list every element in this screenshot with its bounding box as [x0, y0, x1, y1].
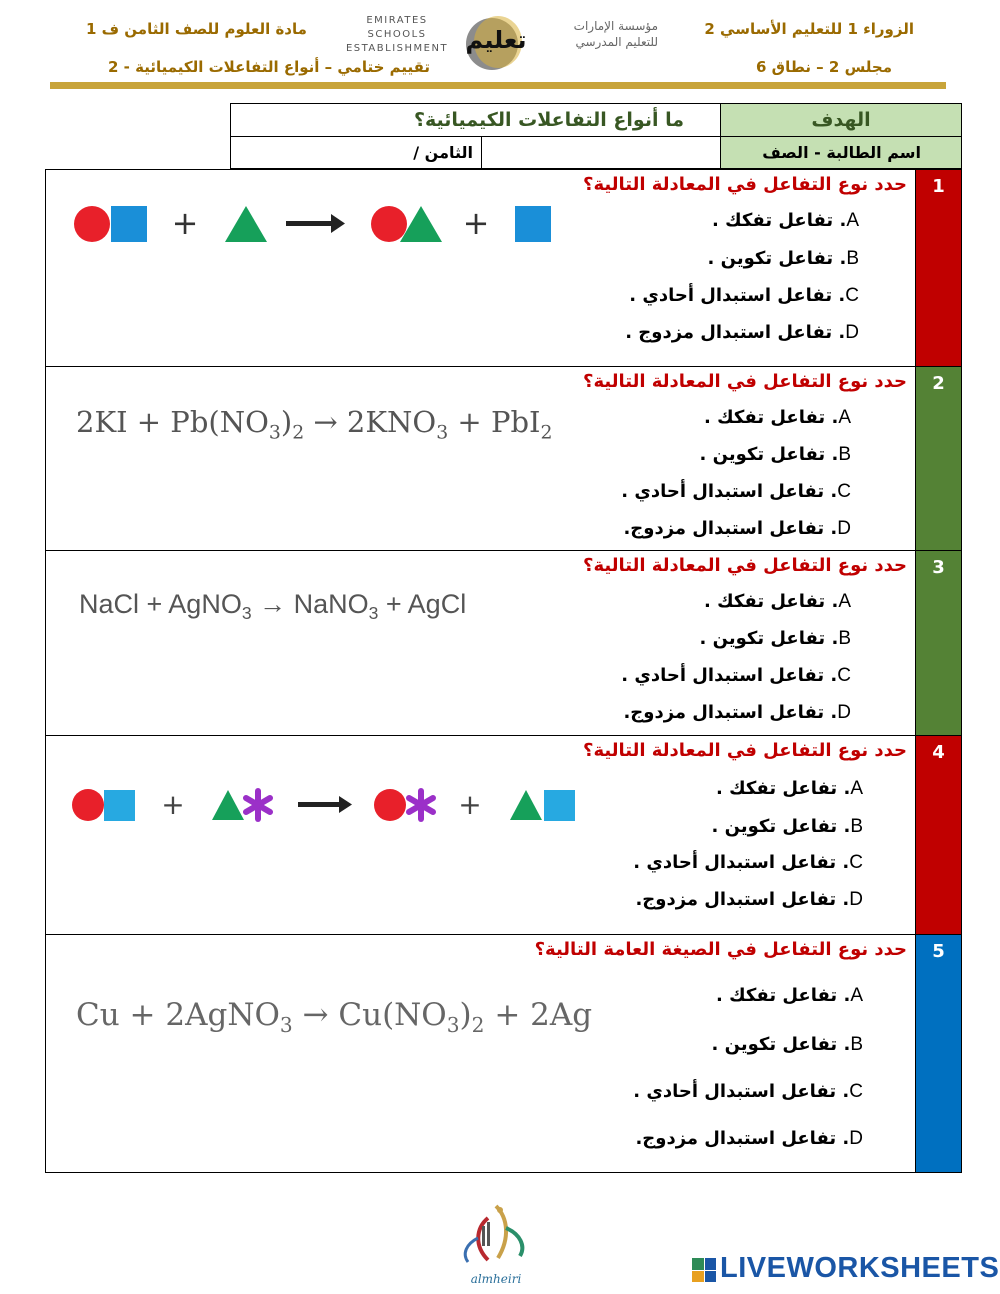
taleem-logo	[462, 12, 526, 72]
moe-line1: مؤسسة الإمارات	[573, 19, 658, 33]
option-letter: D	[837, 518, 851, 539]
goal-table	[230, 103, 962, 169]
eq-part: Cu + 2AgNO	[76, 997, 280, 1033]
option-d[interactable]: D. تفاعل استبدال مزدوج.	[635, 889, 863, 910]
question-prompt: حدد نوع التفاعل في المعادلة التالية؟	[583, 555, 907, 576]
option-b[interactable]: B. تفاعل تكوين .	[699, 628, 851, 649]
option-a[interactable]: A. تفاعل تفكك .	[704, 407, 851, 428]
student-label-cell	[720, 136, 962, 169]
option-text: تفاعل تفكك .	[704, 407, 826, 428]
option-text: تفاعل استبدال أحادي .	[629, 285, 833, 306]
ese-line1: EMIRATES SCHOOLS	[366, 15, 428, 40]
option-b[interactable]: B. تفاعل تكوين .	[711, 816, 863, 837]
green-triangle-shape	[510, 790, 542, 820]
option-text: تفاعل استبدال مزدوج.	[623, 702, 825, 723]
council-name: مجلس 2 – نطاق 6	[756, 58, 892, 76]
eq-part: → 2KNO	[304, 405, 437, 439]
option-letter: A	[838, 407, 851, 428]
option-d[interactable]: D. تفاعل استبدال مزدوج.	[623, 518, 851, 539]
red-circle-shape	[72, 789, 104, 821]
option-letter: A	[850, 778, 863, 799]
green-triangle-shape	[212, 790, 244, 820]
option-text: تفاعل استبدال أحادي .	[633, 852, 837, 873]
question-4	[45, 735, 962, 935]
moe-logo	[548, 18, 658, 50]
option-letter: D	[849, 1128, 863, 1149]
option-c[interactable]: C. تفاعل استبدال أحادي .	[621, 481, 851, 502]
option-text: تفاعل تفكك .	[716, 778, 838, 799]
option-letter: B	[850, 1034, 863, 1055]
option-text: تفاعل تكوين .	[707, 248, 834, 269]
blue-square-shape	[515, 206, 551, 242]
eq-subscript: 3	[268, 422, 281, 444]
shape-equation	[70, 786, 580, 826]
option-text: تفاعل استبدال أحادي .	[621, 481, 825, 502]
option-a[interactable]: A. تفاعل تفكك .	[716, 778, 863, 799]
option-text: تفاعل تكوين .	[711, 1034, 838, 1055]
question-prompt: حدد نوع التفاعل في المعادلة التالية؟	[583, 371, 907, 392]
question-prompt: حدد نوع التفاعل في المعادلة التالية؟	[583, 174, 907, 195]
option-letter: B	[850, 816, 863, 837]
chemical-equation	[76, 405, 552, 444]
question-number: 1	[915, 170, 961, 366]
option-text: تفاعل استبدال مزدوج.	[623, 518, 825, 539]
eq-part: NaCl + AgNO	[79, 589, 242, 619]
option-c[interactable]: C. تفاعل استبدال أحادي .	[629, 285, 859, 306]
question-1	[45, 169, 962, 367]
question-5	[45, 934, 962, 1173]
ese-logo	[338, 14, 456, 56]
eq-subscript: 3	[368, 603, 379, 624]
question-prompt: حدد نوع التفاعل في الصيغة العامة التالية؟	[534, 939, 907, 960]
cyan-square-shape	[104, 790, 135, 821]
goal-label: الهدف	[811, 109, 871, 131]
arrow-head	[331, 214, 345, 233]
eq-part: → NaNO	[251, 589, 369, 619]
option-d[interactable]: D. تفاعل استبدال مزدوج .	[625, 322, 859, 343]
plus-sign: +	[458, 788, 482, 821]
plus-sign: +	[171, 204, 199, 242]
assessment-title: تقييم ختامي – أنواع التفاعلات الكيميائية - 2	[108, 58, 431, 76]
eq-part: + PbI	[448, 405, 541, 439]
option-letter: C	[849, 852, 863, 873]
cyan-square-shape	[544, 790, 575, 821]
option-letter: A	[838, 591, 851, 612]
option-a[interactable]: A. تفاعل تفكك .	[712, 210, 859, 231]
eq-subscript: 2	[471, 1013, 485, 1038]
option-letter: C	[837, 665, 851, 686]
class-cell	[230, 136, 482, 169]
red-circle-shape	[374, 789, 406, 821]
red-circle-shape	[371, 206, 407, 242]
option-b[interactable]: B. تفاعل تكوين .	[699, 444, 851, 465]
option-text: تفاعل تكوين .	[699, 628, 826, 649]
student-label: اسم الطالبة - الصف	[762, 143, 921, 162]
ese-line2: ESTABLISHMENT	[345, 43, 449, 54]
eq-part: )	[280, 405, 293, 439]
eq-part: 2KI + Pb(NO	[76, 405, 269, 439]
option-letter: D	[849, 889, 863, 910]
plus-sign: +	[462, 204, 490, 242]
eq-subscript: 3	[279, 1013, 293, 1038]
purple-star-shape	[409, 791, 433, 819]
header-rule	[50, 82, 946, 89]
option-d[interactable]: D. تفاعل استبدال مزدوج.	[623, 702, 851, 723]
eq-subscript: 3	[241, 603, 252, 624]
option-a[interactable]: A. تفاعل تفكك .	[704, 591, 851, 612]
goal-value: ما أنواع التفاعلات الكيميائية؟	[413, 109, 684, 131]
option-d[interactable]: D. تفاعل استبدال مزدوج.	[635, 1128, 863, 1149]
eq-subscript: 2	[540, 422, 553, 444]
option-text: تفاعل تفكك .	[704, 591, 826, 612]
option-b[interactable]: B. تفاعل تكوين .	[707, 248, 859, 269]
eq-subscript: 3	[446, 1013, 460, 1038]
eq-subscript: 2	[292, 422, 305, 444]
goal-value-cell	[230, 103, 721, 137]
goal-label-cell	[720, 103, 962, 137]
name-input-cell[interactable]	[481, 136, 721, 169]
option-letter: C	[837, 481, 851, 502]
arrow-head	[339, 796, 352, 813]
green-triangle-shape	[225, 206, 267, 242]
question-number: 4	[915, 736, 961, 934]
question-number: 2	[915, 367, 961, 550]
option-text: تفاعل استبدال مزدوج .	[625, 322, 833, 343]
question-3	[45, 550, 962, 736]
eq-part: + AgCl	[378, 589, 467, 619]
chemical-equation	[76, 997, 592, 1037]
option-letter: C	[845, 285, 859, 306]
option-letter: A	[846, 210, 859, 231]
option-letter: D	[845, 322, 859, 343]
school-name: الزوراء 1 للتعليم الأساسي 2	[704, 20, 914, 38]
plus-sign: +	[161, 788, 185, 821]
taleem-word: تعليم	[465, 26, 526, 54]
option-text: تفاعل استبدال أحادي .	[621, 665, 825, 686]
option-b[interactable]: B. تفاعل تكوين .	[711, 1034, 863, 1055]
arrow-shaft	[298, 802, 342, 807]
arrow-shaft	[286, 221, 334, 226]
blue-square-shape	[111, 206, 147, 242]
option-letter: D	[837, 702, 851, 723]
option-text: تفاعل استبدال مزدوج.	[635, 889, 837, 910]
liveworksheets-logo-text[interactable]: LIVEWORKSHEETS	[720, 1252, 1000, 1284]
question-2	[45, 366, 962, 551]
option-c[interactable]: C. تفاعل استبدال أحادي .	[621, 665, 851, 686]
option-letter: B	[838, 444, 851, 465]
question-number: 3	[915, 551, 961, 735]
option-letter: C	[849, 1081, 863, 1102]
almheiri-text: almheiri	[470, 1272, 522, 1286]
question-number: 5	[915, 935, 961, 1172]
question-prompt: حدد نوع التفاعل في المعادلة التالية؟	[583, 740, 907, 761]
subject-title: مادة العلوم للصف الثامن ف 1	[86, 20, 307, 38]
option-text: تفاعل تكوين .	[699, 444, 826, 465]
chemical-equation	[79, 589, 466, 624]
red-circle-shape	[74, 206, 110, 242]
moe-line2: للتعليم المدرسي	[575, 35, 658, 49]
option-c[interactable]: C. تفاعل استبدال أحادي .	[633, 1081, 863, 1102]
eq-part: → Cu(NO	[292, 997, 447, 1033]
option-text: تفاعل استبدال أحادي .	[633, 1081, 837, 1102]
shape-equation	[71, 200, 561, 250]
option-text: تفاعل استبدال مزدوج.	[635, 1128, 837, 1149]
eq-subscript: 3	[436, 422, 449, 444]
option-letter: B	[838, 628, 851, 649]
almheiri-logo	[448, 1198, 544, 1288]
option-letter: A	[850, 985, 863, 1006]
option-letter: B	[846, 248, 859, 269]
option-c[interactable]: C. تفاعل استبدال أحادي .	[633, 852, 863, 873]
option-text: تفاعل تكوين .	[711, 816, 838, 837]
eq-part: + 2Ag	[484, 997, 593, 1033]
option-text: تفاعل تفكك .	[712, 210, 834, 231]
eq-part: )	[459, 997, 472, 1033]
option-a[interactable]: A. تفاعل تفكك .	[716, 985, 863, 1006]
purple-star-shape	[246, 791, 270, 819]
option-text: تفاعل تفكك .	[716, 985, 838, 1006]
liveworksheets-icon	[692, 1258, 716, 1282]
class-value[interactable]: الثامن /	[413, 143, 473, 162]
